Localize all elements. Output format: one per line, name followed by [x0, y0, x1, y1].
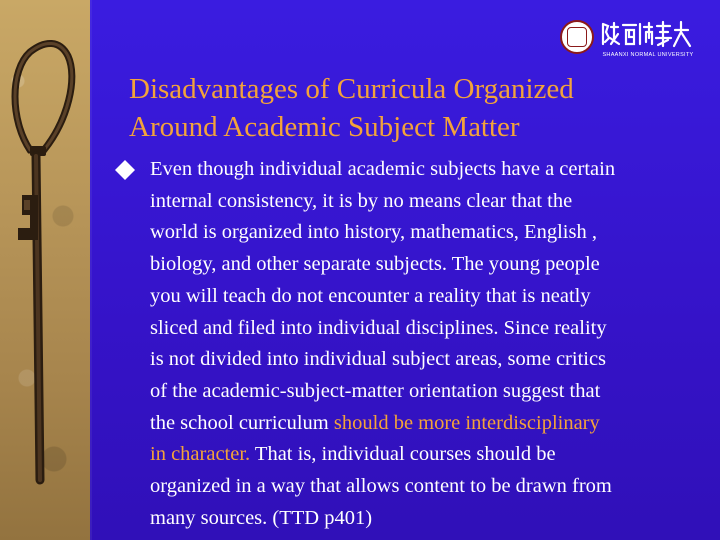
bullet-line-3: world is organized into history, mathematics, English ,	[150, 221, 597, 244]
bullet-line-9	[114, 408, 704, 440]
university-seal-icon	[560, 20, 594, 54]
diamond-bullet-icon	[114, 159, 136, 181]
bullet-line-11: organized in a way that allows content to be drawn from	[150, 475, 612, 498]
bullet-line-5: you will teach do not encounter a reality that is neatly	[150, 284, 591, 307]
line10-text: That is, individual courses should be	[250, 443, 556, 466]
bullet-line-12: many sources. (TTD p401)	[150, 506, 373, 529]
bullet-line-10	[114, 439, 704, 471]
bullet-line-4: biology, and other separate subjects. The young people	[150, 253, 600, 276]
title-line-2: Around Academic Subject Matter	[129, 111, 520, 143]
bullet-line-8: of the academic-subject-matter orientation suggest that	[150, 379, 601, 402]
antique-key-icon	[0, 0, 90, 540]
bullet-line-1: Even though individual academic subjects have a certain	[150, 158, 616, 180]
highlight-in-character: in character.	[150, 443, 251, 466]
bullet-line-2: internal consistency, it is by no means clear that the	[150, 189, 573, 212]
university-logo	[560, 18, 694, 66]
bullet-line-7: is not divided into individual subject areas, some critics	[150, 348, 607, 371]
chinese-calligraphy-name	[600, 18, 696, 50]
university-english-name: SHAANXI NORMAL UNIVERSITY	[602, 52, 694, 58]
left-decorative-strip	[0, 0, 90, 540]
seal-inner	[567, 27, 587, 47]
title-line-1: Disadvantages of Curricula Organized	[129, 73, 574, 105]
highlight-interdisciplinary: should be more interdisciplinary	[333, 411, 600, 434]
slide-title	[129, 70, 689, 146]
strip-divider	[90, 0, 92, 540]
line9-text: the school curriculum	[150, 411, 334, 434]
bullet-line-6: sliced and filed into individual disciplines. Since reality	[150, 316, 607, 339]
bullet-paragraph	[114, 154, 704, 534]
